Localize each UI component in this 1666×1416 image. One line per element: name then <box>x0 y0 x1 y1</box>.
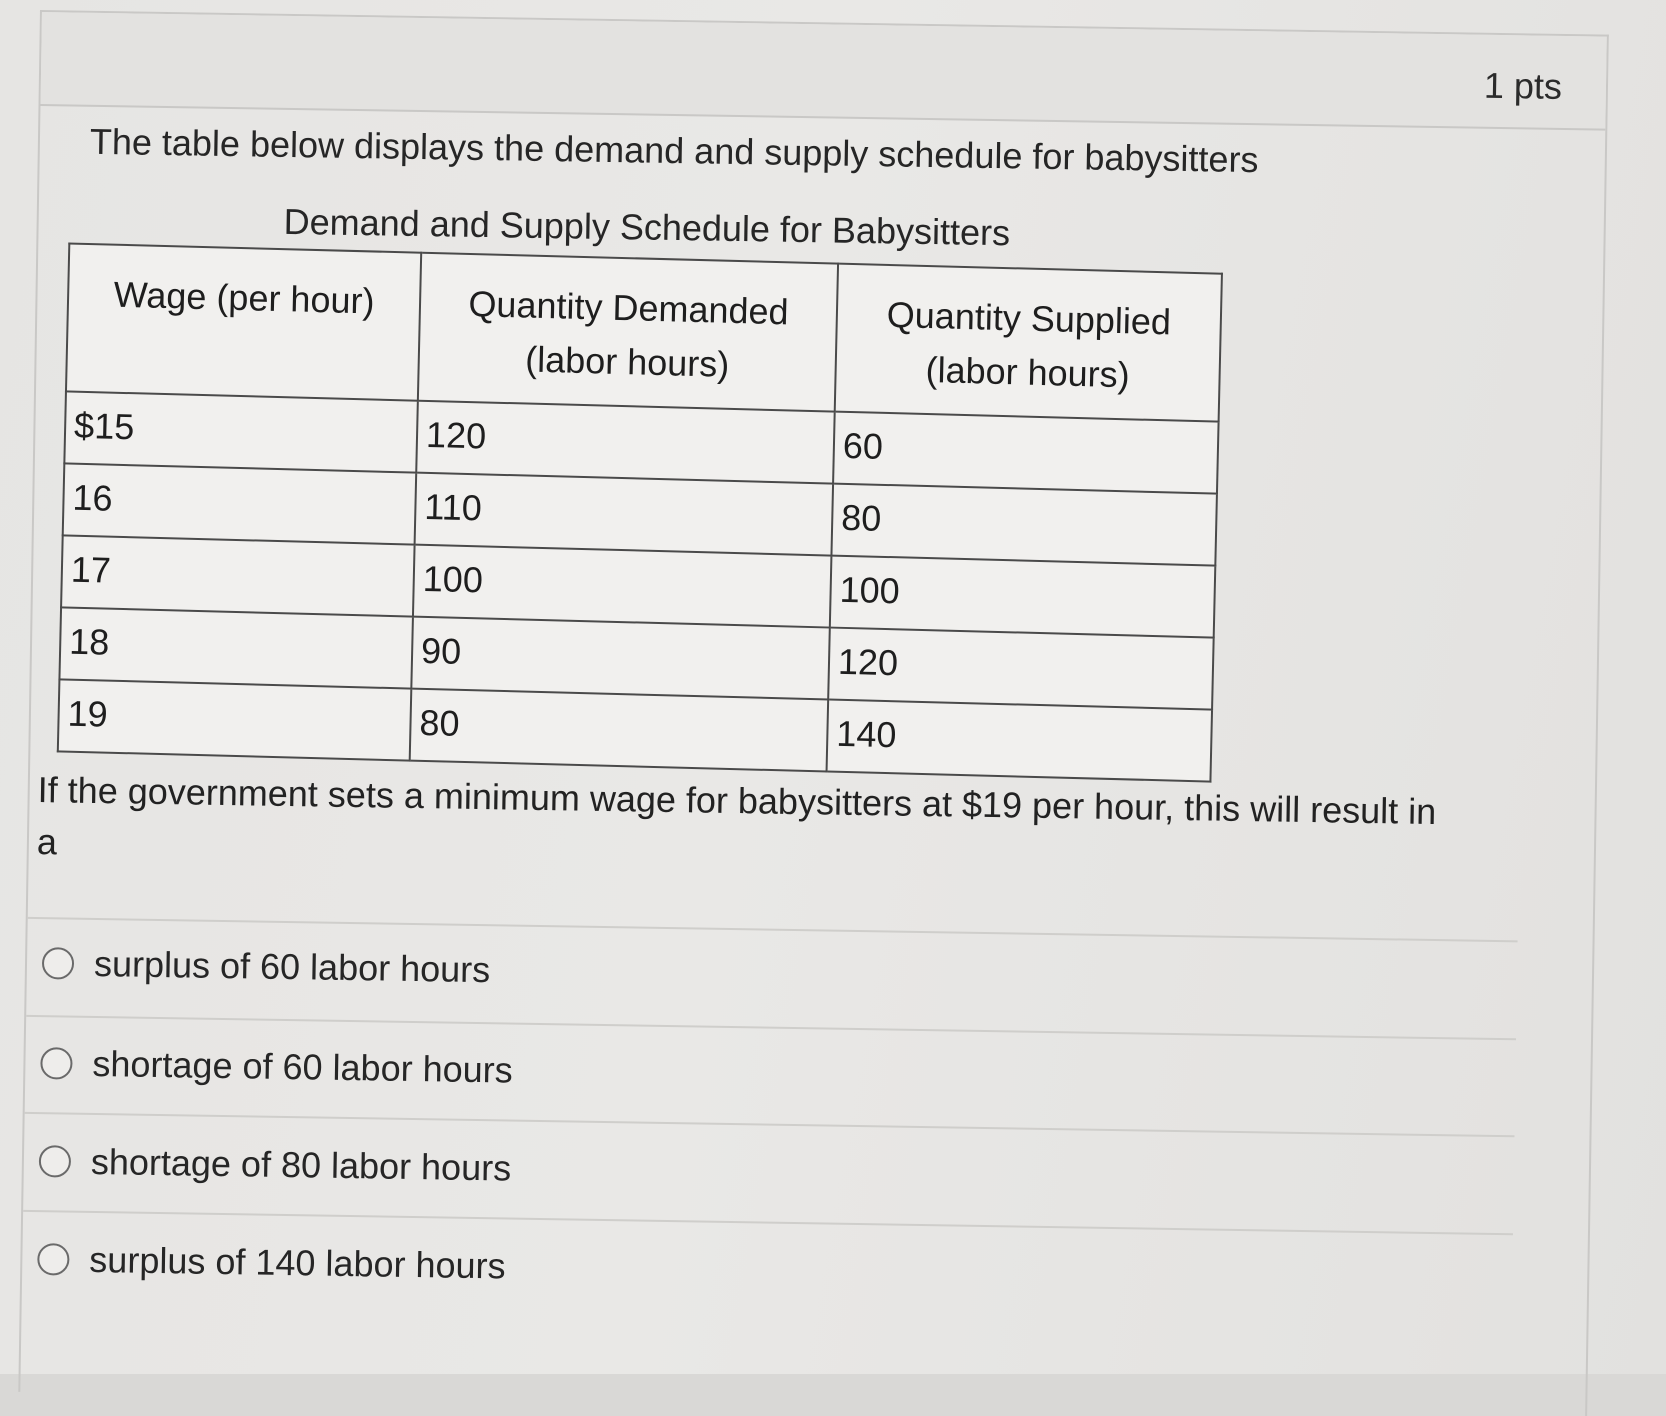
radio-button-icon[interactable] <box>37 1243 69 1275</box>
answer-option[interactable] <box>37 1238 506 1287</box>
radio-button-icon[interactable] <box>39 1145 71 1177</box>
answer-option-label[interactable]: shortage of 80 labor hours <box>90 1140 512 1189</box>
header-wage-label: Wage (per hour) <box>113 273 375 322</box>
cell-quantity-demanded: 110 <box>415 473 833 556</box>
answer-option[interactable] <box>42 942 491 991</box>
cell-wage: 18 <box>59 607 413 688</box>
schedule-table <box>57 242 1223 782</box>
points-label: 1 pts <box>1483 64 1563 107</box>
question-intro-text: The table below displays the demand and supply schedule for babysitters <box>89 120 1259 181</box>
cell-quantity-supplied: 80 <box>831 484 1217 566</box>
cell-quantity-supplied: 100 <box>830 556 1216 638</box>
header-wage <box>66 243 421 400</box>
cell-quantity-demanded: 100 <box>413 545 831 628</box>
cell-quantity-supplied: 60 <box>833 412 1219 494</box>
question-prompt-line2: a <box>36 821 58 863</box>
radio-button-icon[interactable] <box>42 947 74 979</box>
answer-option[interactable] <box>39 1140 512 1189</box>
question-prompt <box>37 764 1498 891</box>
header-qd-line1: Quantity Demanded <box>468 282 790 333</box>
cell-quantity-demanded: 80 <box>410 689 828 772</box>
header-qs-line1: Quantity Supplied <box>886 293 1172 343</box>
cell-wage: 16 <box>63 463 417 544</box>
question-header <box>40 12 1606 131</box>
header-qs-line2: (labor hours) <box>925 348 1131 396</box>
question-prompt-line1: If the government sets a minimum wage for babysitters at $19 per hour, this will result in <box>37 769 1437 833</box>
answer-option-label[interactable]: surplus of 60 labor hours <box>93 942 491 991</box>
answer-option-label[interactable]: surplus of 140 labor hours <box>89 1238 506 1287</box>
cell-wage: 19 <box>58 679 412 760</box>
radio-button-icon[interactable] <box>40 1047 72 1079</box>
answer-option[interactable] <box>40 1042 513 1091</box>
table-header-row <box>66 243 1222 421</box>
answer-divider <box>26 1015 1516 1040</box>
header-quantity-demanded <box>418 253 838 412</box>
answer-divider <box>28 917 1518 942</box>
cell-quantity-demanded: 90 <box>411 617 829 700</box>
table-caption: Demand and Supply Schedule for Babysitters <box>283 200 1011 254</box>
cell-quantity-demanded: 120 <box>416 401 834 484</box>
header-qd-line2: (labor hours) <box>524 338 730 385</box>
cell-quantity-supplied: 120 <box>828 628 1214 710</box>
question-card <box>18 10 1609 1416</box>
header-quantity-supplied <box>835 264 1222 422</box>
answer-divider <box>23 1210 1513 1235</box>
answer-divider <box>25 1112 1515 1137</box>
cell-wage: 17 <box>61 535 415 616</box>
cell-wage: $15 <box>64 391 418 472</box>
cell-quantity-supplied: 140 <box>827 700 1213 782</box>
answer-option-label[interactable]: shortage of 60 labor hours <box>92 1042 514 1091</box>
